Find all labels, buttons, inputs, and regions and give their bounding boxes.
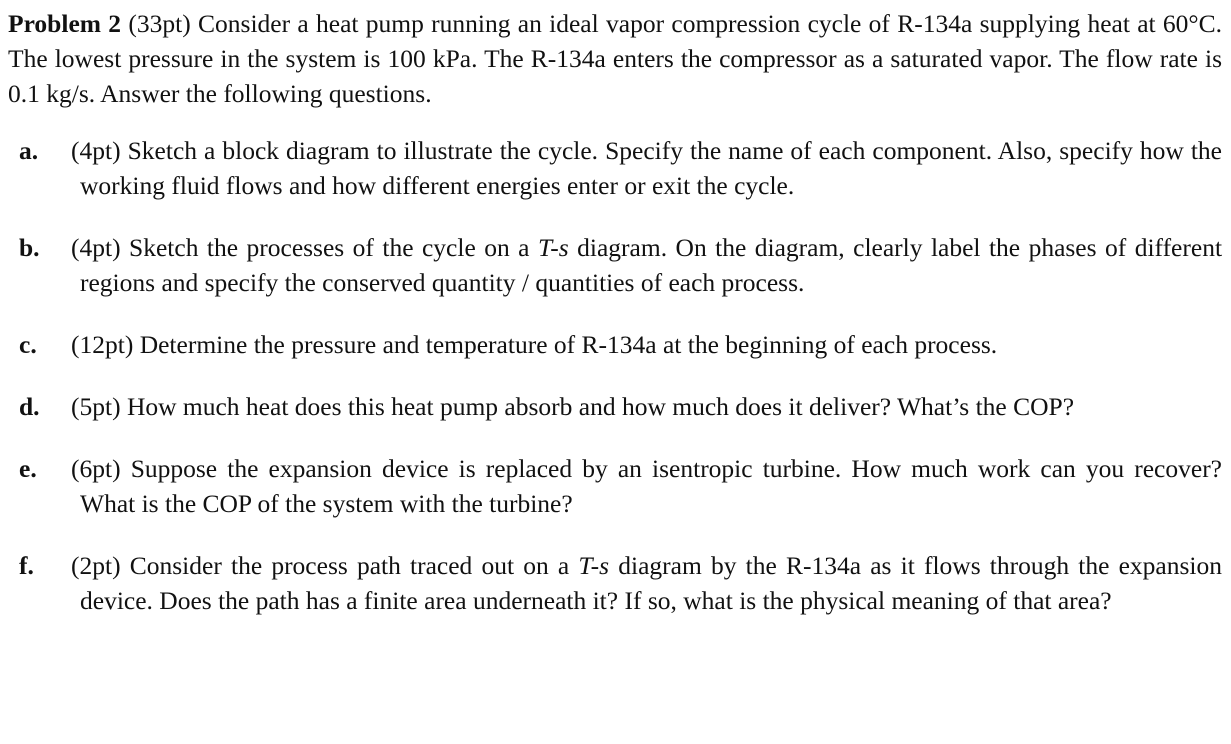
part-letter: c. [19, 330, 37, 359]
part-points: (5pt) [71, 392, 121, 421]
part-math-ts: T-s [537, 233, 569, 262]
part-points: (2pt) [71, 551, 121, 580]
part-points: (6pt) [71, 454, 121, 483]
part-points: (4pt) [71, 233, 121, 262]
problem-text: Consider a heat pump running an ideal vapor compression cycle of R-134a supplying heat at 60°C. The lowest pressure in the system is 100 kPa. The R-134a enters the compressor as a saturated vapor. The flow rate is 0.1 kg/s. Answer the following questions. [8, 9, 1223, 108]
part-text-after: diagram by the R-134a as it flows through the expansion device. Does the path has a finite area underneath it? If so, what is the physical meaning of that area? [80, 551, 1223, 615]
problem-statement [8, 6, 1222, 111]
question-part-d [8, 389, 1222, 424]
part-letter: f. [19, 551, 34, 580]
part-text-before: Sketch the processes of the cycle on a [129, 233, 530, 262]
part-letter: a. [19, 136, 39, 165]
question-part-f [8, 548, 1222, 618]
part-text-after: diagram. On the diagram, clearly label the phases of different regions and specify the conserved quantity / quantities of each process. [80, 233, 1223, 297]
part-letter: e. [19, 454, 37, 483]
question-part-c [8, 327, 1222, 362]
part-text: How much heat does this heat pump absorb and how much does it deliver? What’s the COP? [126, 392, 1075, 421]
part-points: (4pt) [71, 136, 121, 165]
part-text: Suppose the expansion device is replaced by an isentropic turbine. How much work can you recover? What is the COP of the system with the turbine? [80, 454, 1223, 518]
question-part-b [8, 230, 1222, 300]
part-text: Determine the pressure and temperature of R-134a at the beginning of each process. [139, 330, 998, 359]
part-letter: d. [19, 392, 40, 421]
part-text-before: Consider the process path traced out on a [129, 551, 570, 580]
part-points: (12pt) [71, 330, 134, 359]
document-page [8, 6, 1222, 618]
part-text: Sketch a block diagram to illustrate the cycle. Specify the name of each component. Also, specify how the working fluid flows and how different energies enter or exit the cycle. [80, 136, 1223, 200]
question-parts [8, 133, 1222, 618]
problem-points: (33pt) [128, 9, 191, 38]
part-math-ts: T-s [578, 551, 610, 580]
question-part-a [8, 133, 1222, 203]
part-letter: b. [19, 233, 40, 262]
question-part-e [8, 451, 1222, 521]
problem-title: Problem 2 [8, 9, 122, 38]
